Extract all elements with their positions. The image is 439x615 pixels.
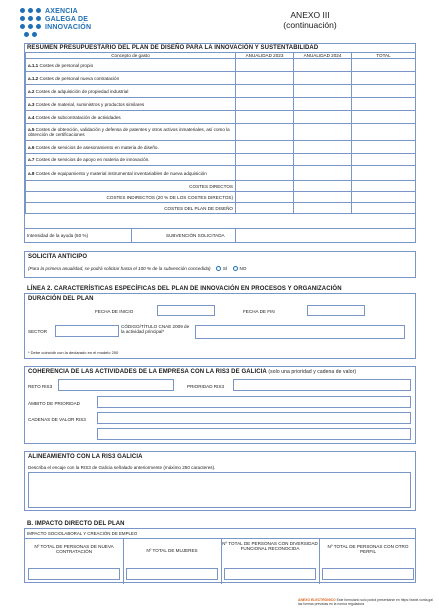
amount-field[interactable] xyxy=(352,124,416,141)
logo-mark-icon xyxy=(20,8,42,38)
advance-no-label: NO xyxy=(239,266,247,271)
table-row: a.1.1 Costes de personal propio xyxy=(26,59,236,72)
col-year-2023: ANUALIDAD 2023 xyxy=(236,53,294,59)
advance-title: SOLICITA ANTICIPO xyxy=(28,254,88,260)
amount-field[interactable] xyxy=(236,98,294,111)
advance-yes-label: SÍ xyxy=(222,266,228,271)
impact-col-diversity: Nº TOTAL DE PERSONAS CON DIVERSIDAD FUNCIONAL RECONOCIDA xyxy=(222,541,318,552)
amount-field[interactable] xyxy=(294,154,352,166)
end-date-field[interactable] xyxy=(307,305,365,316)
end-date-label: FECHA DE FIN xyxy=(243,309,275,314)
amount-field[interactable] xyxy=(352,154,416,166)
amount-field[interactable] xyxy=(236,124,294,141)
subvention-field[interactable] xyxy=(236,230,414,242)
alignment-textarea[interactable] xyxy=(28,472,411,508)
amount-field[interactable] xyxy=(352,203,416,214)
amount-field[interactable] xyxy=(236,203,294,214)
reto-label: RETO RIS3 xyxy=(28,384,53,389)
footer-text: Este formulario solo podrá presentarse en https://sede.xunta.gal las formas previstas en la norma reguladora xyxy=(298,598,433,606)
impact-title: B. IMPACTO DIRECTO DEL PLAN xyxy=(27,521,125,527)
amount-field[interactable] xyxy=(294,85,352,98)
table-row: a.4 Costes de subcontratación de actividades xyxy=(26,111,236,124)
cnae-note: * Debe coincidir con la declarado en el modelo 200 xyxy=(28,350,119,355)
cadenas-field-2[interactable] xyxy=(97,428,411,440)
amount-field[interactable] xyxy=(352,111,416,124)
advance-note: (Para la primera anualidad, se podrá solicitar hasta el 100 % de la subvención concedida) SÍ NO xyxy=(28,266,247,271)
indirect-costs-label: COSTES INDIRECTOS (20 % DE LOS COSTES DIRECTOS) xyxy=(26,192,236,203)
alignment-title: ALINEAMIENTO CON LA RIS3 GALICIA xyxy=(28,454,143,460)
annex-subtitle: (continuación) xyxy=(283,20,337,30)
amount-field[interactable] xyxy=(236,72,294,85)
amount-field[interactable] xyxy=(294,192,352,203)
plan-costs-label: COSTES DEL PLAN DE DISEÑO xyxy=(26,203,236,214)
amount-field[interactable] xyxy=(352,98,416,111)
amount-field[interactable] xyxy=(294,111,352,124)
col-year-2024: ANUALIDAD 2024 xyxy=(294,53,352,59)
amount-field[interactable] xyxy=(294,124,352,141)
alignment-section xyxy=(24,451,416,511)
agency-logo xyxy=(20,6,120,40)
annex-title: ANEXO III xyxy=(290,10,330,20)
ambito-field[interactable] xyxy=(97,396,411,408)
logo-text: AXENCIA GALEGA DE INNOVACIÓN xyxy=(45,8,92,31)
duration-title: DURACIÓN DEL PLAN xyxy=(28,296,94,302)
col-concept: Concepto de gasto xyxy=(26,53,236,59)
advance-section xyxy=(24,251,416,278)
amount-field[interactable] xyxy=(236,59,294,72)
subvention-label: SUBVENCIÓN SOLICITADA xyxy=(166,233,225,238)
footer-note xyxy=(298,598,433,606)
table-row: a.2 Costes de adquisición de propiedad industrial xyxy=(26,85,236,98)
amount-field[interactable] xyxy=(236,166,294,181)
amount-field[interactable] xyxy=(236,85,294,98)
amount-field[interactable] xyxy=(352,141,416,154)
impact-subtitle: IMPACTO SOCIOLABORAL Y CREACIÓN DE EMPLEO xyxy=(27,531,138,536)
annex-heading xyxy=(270,10,350,30)
sector-label: SECTOR xyxy=(28,329,48,334)
amount-field[interactable] xyxy=(294,203,352,214)
amount-field[interactable] xyxy=(236,154,294,166)
budget-section xyxy=(24,43,416,243)
amount-field[interactable] xyxy=(294,59,352,72)
amount-field[interactable] xyxy=(294,166,352,181)
cnae-field[interactable] xyxy=(195,325,405,339)
cadenas-label: CADENAS DE VALOR RIS3 xyxy=(28,417,86,422)
line2-title: LÍNEA 2. CARACTERÍSTICAS ESPECÍFICAS DEL PLAN DE INNOVACIÓN EN PROCESOS Y ORGANIZACIÓN xyxy=(27,286,342,292)
ris3-section xyxy=(24,366,416,444)
prioridad-label: PRIORIDAD RIS3 xyxy=(187,384,225,389)
amount-field[interactable] xyxy=(236,141,294,154)
amount-field[interactable] xyxy=(236,192,294,203)
amount-field[interactable] xyxy=(352,72,416,85)
impact-section xyxy=(24,528,416,583)
amount-field[interactable] xyxy=(352,59,416,72)
impact-col-women: Nº TOTAL DE MUJERES xyxy=(146,548,198,553)
table-row: a.8 Costes de equipamiento y material instrumental inventariables de nueva adquisición xyxy=(26,166,236,181)
table-row: a.3 Costes de material, suministros y productos similares xyxy=(26,98,236,111)
amount-field[interactable] xyxy=(236,111,294,124)
table-row: a.5 Costes de obtención, validación y defensa de patentes y otros activos inmateriales, así como la obtención de certificaciones xyxy=(26,124,236,141)
amount-field[interactable] xyxy=(294,98,352,111)
table-row: a.7 Costes de servicios de apoyo en materia de innovación. xyxy=(26,154,236,166)
reto-field[interactable] xyxy=(58,379,174,391)
amount-field[interactable] xyxy=(352,85,416,98)
footer-brand: ANEXO ELECTRÓNICO xyxy=(298,598,336,602)
impact-diversity-field[interactable] xyxy=(224,568,316,580)
budget-title: RESUMEN PRESUPUESTARIO DEL PLAN DE DISEÑO PARA LA INNOVACIÓN Y SUSTENTABILIDAD xyxy=(27,45,319,51)
col-total: TOTAL xyxy=(352,53,416,59)
amount-field[interactable] xyxy=(236,181,294,192)
start-date-field[interactable] xyxy=(157,305,215,316)
impact-other-field[interactable] xyxy=(322,568,414,580)
alignment-description: Describa el encaje con la RIS3 de Galicia señalado anteriormente (máximo 250 caracteres). xyxy=(28,465,216,470)
budget-table xyxy=(25,52,416,214)
amount-field[interactable] xyxy=(352,166,416,181)
sector-field[interactable] xyxy=(55,325,119,337)
table-row: a.1.2 Costes de personal nueva contratación xyxy=(26,72,236,85)
cadenas-field-1[interactable] xyxy=(97,412,411,424)
duration-section xyxy=(24,293,416,359)
amount-field[interactable] xyxy=(352,181,416,192)
advance-no-radio[interactable] xyxy=(233,266,238,271)
impact-new-hires-field[interactable] xyxy=(28,568,120,580)
ris3-title: COHERENCIA DE LAS ACTIVIDADES DE LA EMPRESA CON LA RIS3 DE GALICIA (solo una prioridad y cadena de valor) xyxy=(28,369,357,375)
ambito-label: ÁMBITO DE PRIORIDAD xyxy=(28,401,80,406)
prioridad-field[interactable] xyxy=(233,379,411,391)
direct-costs-label: COSTES DIRECTOS xyxy=(26,181,236,192)
advance-yes-radio[interactable] xyxy=(216,266,221,271)
impact-col-new-hires: Nº TOTAL DE PERSONAS DE NUEVA CONTRATACIÓN xyxy=(34,544,114,555)
intensity-label: Intensidad de la ayuda (50 %) xyxy=(27,233,89,238)
table-row: a.6 Costes de servicios de asesoramiento en materia de diseño. xyxy=(26,141,236,154)
amount-field[interactable] xyxy=(294,72,352,85)
start-date-label: FECHA DE INICIO xyxy=(95,309,134,314)
amount-field[interactable] xyxy=(352,192,416,203)
amount-field[interactable] xyxy=(294,141,352,154)
amount-field[interactable] xyxy=(294,181,352,192)
impact-col-other: Nº TOTAL DE PERSONAS CON OTRO PERFIL xyxy=(327,544,409,555)
impact-women-field[interactable] xyxy=(126,568,218,580)
cnae-label: CÓDIGO/TÍTULO CNAE 2009 de la actividad principal* xyxy=(121,324,190,335)
